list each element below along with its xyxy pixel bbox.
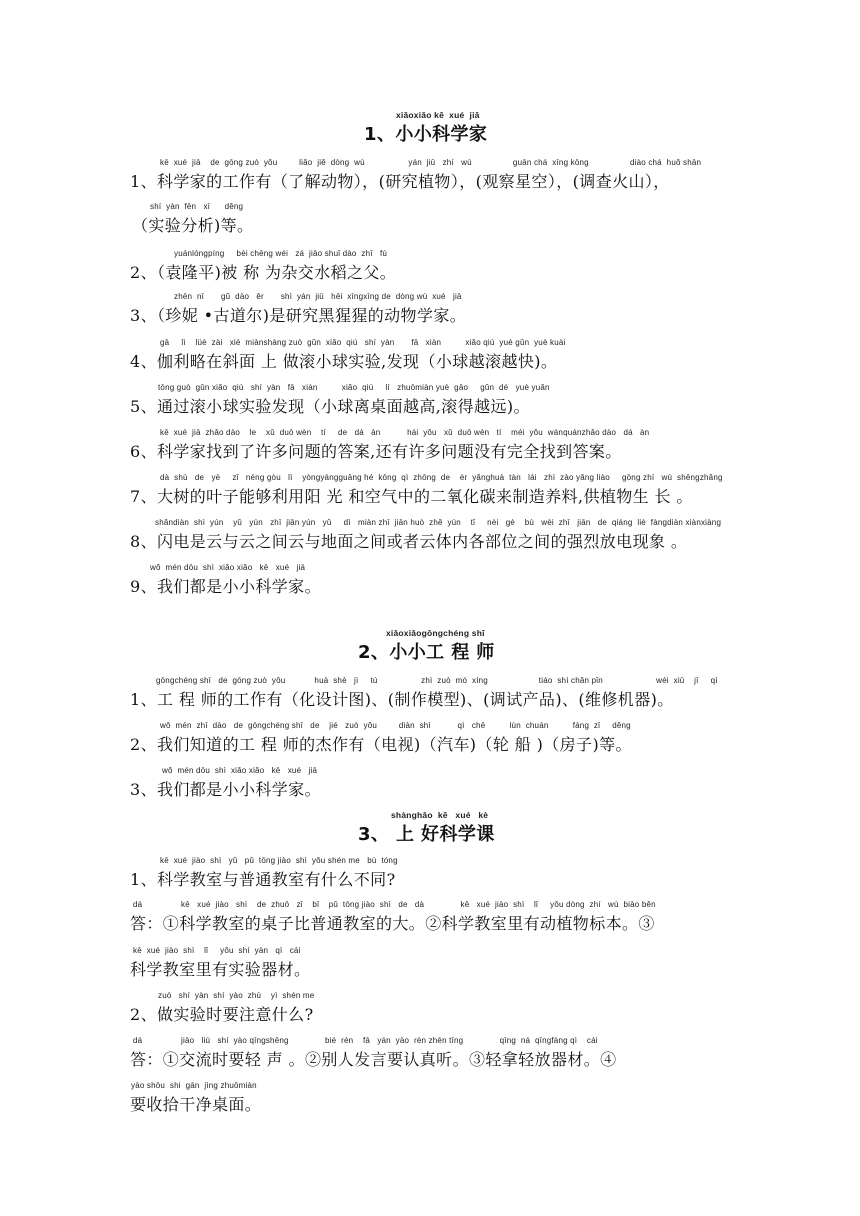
pinyin-annotation: yào shōu shi gān jìng zhuōmiàn xyxy=(131,1081,257,1090)
line-text: 4、伽利略在斜面 上 做滚小球实验,发现（小球越滚越快)。 xyxy=(130,352,558,371)
title-text: 3、 上 好科学课 xyxy=(358,824,495,845)
line-text: 2、（袁隆平)被 称 为杂交水稻之父。 xyxy=(130,263,397,282)
line-text: 答：①科学教室的桌子比普通教室的大。②科学教室里有动植物标本。③ xyxy=(130,914,655,933)
line-text: （实验分析)等。 xyxy=(132,216,254,235)
pinyin-annotation: wǒ mén dōu shì xiǎo xiǎo kē xué jiā xyxy=(162,766,318,775)
pinyin-annotation: shǎndiàn shì yún yǔ yún zhī jiān yún yǔ dì miàn zhī jiān huò zhě yún tǐ nèi gè bù wèi zhī jiān de qiáng liè fàngdiàn xiànxiàng xyxy=(155,518,722,527)
title-pinyin: shànghǎo kē xué kè xyxy=(391,810,489,820)
line-text: 答：①交流时要轻 声 。②别人发言要认真听。③轻拿轻放器材。④ xyxy=(130,1050,617,1069)
line-text: 2、我们知道的工 程 师的杰作有（电视)（汽车)（轮 船 )（房子)等。 xyxy=(130,735,632,754)
pinyin-annotation: gōngchéng shī de gōng zuò yǒu huà shè jì tú zhì zuò mó xíng tiáo shì chǎn pǐn wéi xiū jī qì xyxy=(156,676,718,685)
pinyin-annotation: kē xué jiào shì yǔ pǔ tōng jiào shì yǒu shén me bù tóng xyxy=(160,856,398,865)
title-pinyin: xiǎoxiǎo kē xué jiā xyxy=(396,110,480,120)
pinyin-annotation: zuò shí yàn shí yào zhù yì shén me xyxy=(158,991,315,1000)
pinyin-annotation: yuánlóngpíng bèi chēng wéi zá jiāo shuǐ dào zhī fù xyxy=(174,249,388,258)
title-text: 2、小小工 程 师 xyxy=(358,642,495,663)
pinyin-annotation: kē xué jiā zhǎo dào le xǔ duō wèn tí de dá àn hái yǒu xǔ duō wèn tí méi yǒu wánquánzhǎo dào dá àn xyxy=(160,428,650,437)
line-text: 要收拾干净桌面。 xyxy=(130,1095,262,1114)
pinyin-annotation: gā lì lüè zài xié miànshàng zuò gǔn xiǎo qiú shí yàn fā xiàn xiǎo qiú yuè gǔn yuè kuài xyxy=(160,338,566,347)
pinyin-annotation: kē xué jiào shì lǐ yǒu shí yàn qì cái xyxy=(133,946,301,955)
pinyin-annotation: zhēn nī gǔ dào ěr shì yán jiū hēi xīngxīng de dòng wù xué jiā xyxy=(174,292,462,301)
line-text: 1、科学家的工作有（了解动物），(研究植物），(观察星空），(调查火山）， xyxy=(130,172,670,191)
line-text: 3、（珍妮 •古道尔)是研究黑猩猩的动物学家。 xyxy=(130,306,467,325)
line-text: 1、科学教室与普通教室有什么不同? xyxy=(130,870,396,889)
title-pinyin: xiǎoxiǎogōngchéng shī xyxy=(386,628,485,638)
line-text: 1、工 程 师的工作有（化设计图)、(制作模型)、(调试产品)、(维修机器)。 xyxy=(130,690,674,709)
pinyin-annotation: dá jiāo liú shí yào qīngshēng bié rén fā yán yào rèn zhēn tīng qīng ná qīngfàng qì cái xyxy=(133,1036,598,1045)
pinyin-annotation: dà shù de yè zǐ néng gòu lì yòngyángguāng hé kōng qì zhōng de èr yǎnghuà tàn lái zhì zào yǎng liào gōng zhí wù shēngzhǎng xyxy=(160,473,723,482)
pinyin-annotation: wǒ mén zhī dào de gōngchéng shī de jié zuò yǒu diàn shì qì chē lún chuán fáng zǐ děng xyxy=(160,721,631,730)
pinyin-annotation: dá kē xué jiào shì de zhuō zǐ bǐ pǔ tōng jiào shì de dà kē xué jiào shì lǐ yǒu dòng zhí wù biāo běn xyxy=(133,900,656,909)
line-text: 8、闪电是云与云之间云与地面之间或者云体内各部位之间的强烈放电现象 。 xyxy=(130,532,688,551)
line-text: 6、科学家找到了许多问题的答案,还有许多问题没有完全找到答案。 xyxy=(130,442,622,461)
line-text: 3、我们都是小小科学家。 xyxy=(130,780,321,799)
line-text: 2、做实验时要注意什么? xyxy=(130,1005,314,1024)
pinyin-annotation: kē xué jiā de gōng zuò yǒu liǎo jiě dòng wù yán jiū zhí wù guān chá xīng kōng diào chá huǒ shān xyxy=(160,158,702,167)
line-text: 7、大树的叶子能够利用阳 光 和空气中的二氧化碳来制造养料,供植物生 长 。 xyxy=(130,487,693,506)
title-text: 1、小小科学家 xyxy=(364,124,488,145)
pinyin-annotation: shí yàn fēn xī děng xyxy=(150,202,244,211)
line-text: 科学教室里有实验器材。 xyxy=(130,960,311,979)
line-text: 5、通过滚小球实验发现（小球离桌面越高,滚得越远)。 xyxy=(130,397,530,416)
pinyin-annotation: tōng guò gǔn xiǎo qiú shí yàn fā xiàn xiǎo qiú lí zhuōmiàn yuè gāo gǔn dé yuè yuǎn xyxy=(158,383,550,392)
pinyin-annotation: wǒ mén dōu shì xiǎo xiǎo kē xué jiā xyxy=(150,563,306,572)
line-text: 9、我们都是小小科学家。 xyxy=(130,577,321,596)
